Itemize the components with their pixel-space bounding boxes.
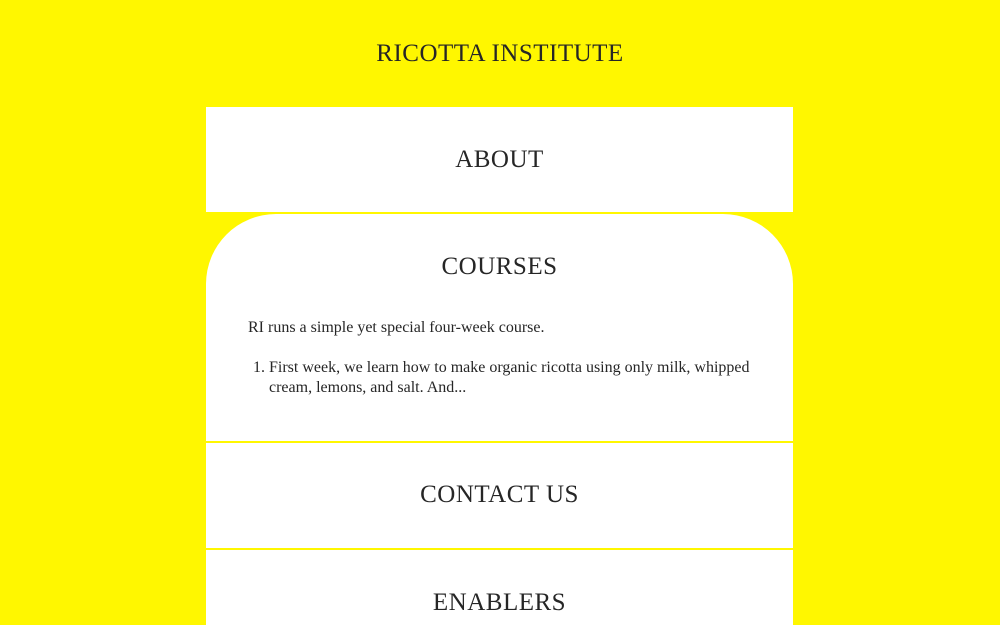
site-title: RICOTTA INSTITUTE — [376, 40, 624, 67]
accordion-panel-about[interactable] — [206, 107, 793, 212]
panel-heading-contact[interactable]: CONTACT US — [420, 481, 579, 508]
course-list — [248, 358, 753, 398]
panel-heading-courses[interactable]: COURSES — [441, 253, 558, 280]
courses-intro: RI runs a simple yet special four-week course. — [248, 319, 545, 336]
accordion-panel-enablers[interactable] — [206, 550, 793, 625]
panel-heading-about[interactable]: ABOUT — [455, 146, 544, 173]
list-item: 1. First week, we learn how to make organic ricotta using only milk, whipped cream, lemons, and salt. And... — [269, 358, 753, 398]
accordion-panel-contact[interactable] — [206, 443, 793, 548]
panel-heading-enablers[interactable]: ENABLERS — [432, 589, 567, 616]
courses-content — [248, 318, 753, 398]
accordion-panel-courses[interactable] — [206, 214, 793, 441]
